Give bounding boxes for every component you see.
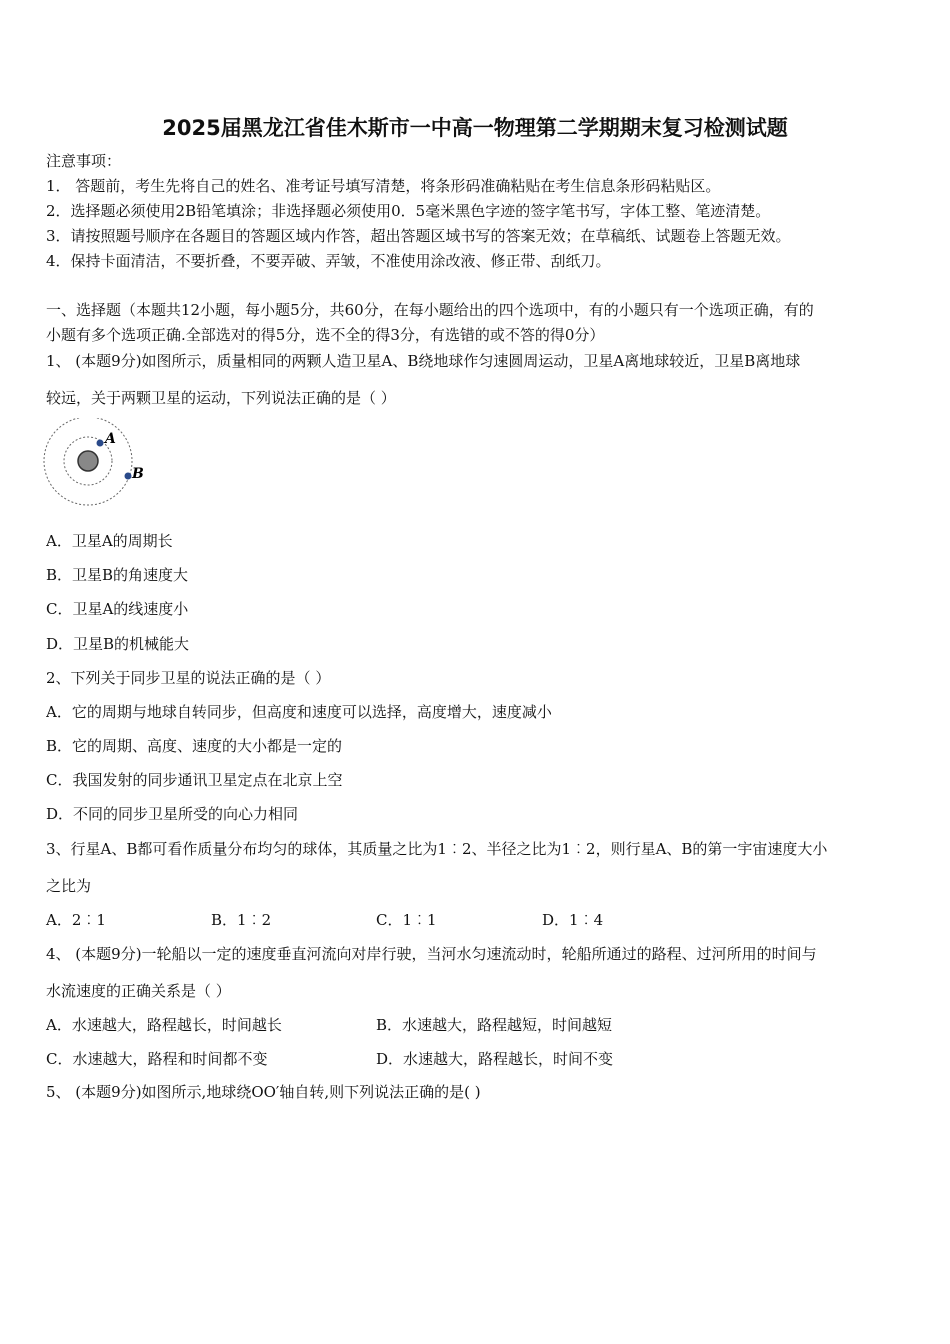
question-2-option: D．不同的同步卫星所受的向心力相同 <box>46 805 299 823</box>
question-1-option: A．卫星A的周期长 <box>46 532 173 550</box>
question-4-option: D．水速越大，路程越长，时间不变 <box>376 1050 614 1068</box>
satellite-a <box>97 440 104 447</box>
section-heading: 一、选择题（本题共12小题，每小题5分，共60分，在每小题给出的四个选项中，有的小题只有一个选项正确，有的 <box>46 301 814 319</box>
question-2-stem: 2、下列关于同步卫星的说法正确的是（ ） <box>46 669 331 687</box>
section-heading-cont: 小题有多个选项正确.全部选对的得5分，选不全的得3分，有选错的或不答的得0分） <box>46 326 605 344</box>
question-4-options-row <box>46 1014 908 1034</box>
question-4-option: A．水速越大，路程越长，时间越长 <box>46 1016 282 1034</box>
question-3-stem: 3、行星A、B都可看作质量分布均匀的球体，其质量之比为1︰2、半径之比为1︰2，则行星A、B的第一宇宙速度大小 <box>46 840 828 858</box>
label-a: A <box>105 431 116 447</box>
question-4-option: B．水速越大，路程越短，时间越短 <box>376 1016 613 1034</box>
notice-heading: 注意事项： <box>46 152 122 170</box>
question-3-option: A．2︰1 <box>46 911 106 929</box>
satellite-b <box>125 473 132 480</box>
question-4-stem-cont: 水流速度的正确关系是（ ） <box>46 982 231 1000</box>
question-1-option: D．卫星B的机械能大 <box>46 635 190 653</box>
question-3-option: D．1︰4 <box>542 911 604 929</box>
question-1-stem: 1、 (本题9分)如图所示，质量相同的两颗人造卫星A、B绕地球作匀速圆周运动，卫星A离地球较近，卫星B离地球 <box>46 352 801 370</box>
question-2-option: A．它的周期与地球自转同步，但高度和速度可以选择，高度增大，速度减小 <box>46 703 552 721</box>
question-1-option: C．卫星A的线速度小 <box>46 600 189 618</box>
page-title: 2025届黑龙江省佳木斯市一中高一物理第二学期期末复习检测试题 <box>162 116 788 140</box>
question-1-option: B．卫星B的角速度大 <box>46 566 189 584</box>
question-1-stem-cont: 较远，关于两颗卫星的运动，下列说法正确的是（ ） <box>46 389 396 407</box>
question-3-option: C．1︰1 <box>376 911 437 929</box>
question-3-stem-cont: 之比为 <box>46 877 92 895</box>
question-4-stem: 4、 (本题9分)一轮船以一定的速度垂直河流向对岸行驶，当河水匀速流动时，轮船所通过的路程、过河所用的时间与 <box>46 945 817 963</box>
earth <box>78 451 98 471</box>
notice-item: 1． 答题前，考生先将自己的姓名、准考证号填写清楚，将条形码准确粘贴在考生信息条形码粘贴区。 <box>46 177 721 195</box>
question-2-option: B．它的周期、高度、速度的大小都是一定的 <box>46 737 343 755</box>
question-2-option: C．我国发射的同步通讯卫星定点在北京上空 <box>46 771 343 789</box>
notice-item: 2．选择题必须使用2B铅笔填涂；非选择题必须使用0．5毫米黑色字迹的签字笔书写，字体工整、笔迹清楚。 <box>46 202 771 220</box>
question-3-option: B．1︰2 <box>211 911 272 929</box>
question-4-options-row <box>46 1048 908 1068</box>
question-3-options <box>46 909 908 929</box>
label-b: B <box>132 466 144 482</box>
question-4-option: C．水速越大，路程和时间都不变 <box>46 1050 268 1068</box>
notice-item: 4．保持卡面清洁，不要折叠，不要弄破、弄皱，不准使用涂改液、修正带、刮纸刀。 <box>46 252 611 270</box>
orbit-diagram <box>40 418 170 510</box>
question-5-stem: 5、 (本题9分)如图所示,地球绕OO′轴自转,则下列说法正确的是( ) <box>46 1083 481 1101</box>
notice-item: 3．请按照题号顺序在各题目的答题区域内作答，超出答题区域书写的答案无效；在草稿纸、试题卷上答题无效。 <box>46 227 791 245</box>
